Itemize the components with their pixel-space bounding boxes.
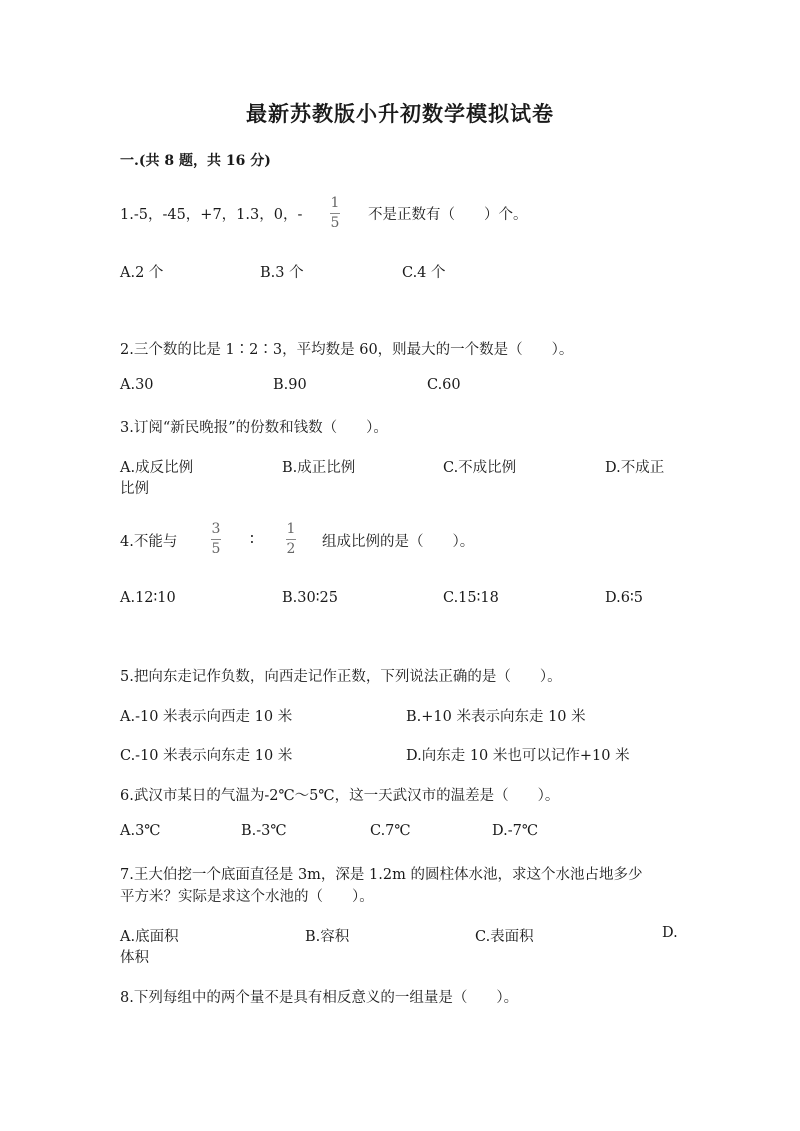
question-4-option-c[interactable]: C.15∶18 — [443, 590, 499, 606]
question-7-stem-line-1: 7.王大伯挖一个底面直径是 3m，深是 1.2m 的圆柱体水池，求这个水池占地多少 — [120, 867, 643, 883]
question-1-option-c[interactable]: C.4 个 — [402, 265, 446, 281]
fraction-denominator: 2 — [286, 541, 296, 557]
question-7-option-b[interactable]: B.容积 — [305, 929, 350, 945]
question-4-fraction-a — [211, 522, 221, 557]
question-4-option-d[interactable]: D.6∶5 — [605, 590, 643, 606]
question-6-option-b[interactable]: B.-3℃ — [241, 823, 287, 839]
page-title: 最新苏教版小升初数学模拟试卷 — [246, 101, 554, 126]
question-4-stem-suffix: 组成比例的是（ ）。 — [322, 534, 475, 550]
question-3-option-a[interactable]: A.成反比例 — [120, 460, 194, 476]
question-5-option-b[interactable]: B.+10 米表示向东走 10 米 — [406, 709, 586, 725]
question-2-option-c[interactable]: C.60 — [427, 377, 461, 393]
question-3-option-c[interactable]: C.不成比例 — [443, 460, 517, 476]
question-6-option-a[interactable]: A.3℃ — [120, 823, 161, 839]
fraction-bar — [211, 539, 221, 540]
fraction-denominator: 5 — [330, 215, 340, 231]
section-heading: 一.(共 8 题，共 16 分) — [120, 153, 271, 169]
fraction-bar — [330, 213, 340, 214]
question-4-option-b[interactable]: B.30∶25 — [282, 590, 338, 606]
question-5-option-d[interactable]: D.向东走 10 米也可以记作+10 米 — [406, 748, 630, 764]
question-2-stem: 2.三个数的比是 1∶2∶3，平均数是 60，则最大的一个数是（ ）。 — [120, 342, 574, 358]
question-3-option-b[interactable]: B.成正比例 — [282, 460, 356, 476]
question-4-fraction-b — [286, 522, 296, 557]
question-1-option-a[interactable]: A.2 个 — [120, 265, 164, 281]
question-1-fraction — [330, 196, 340, 231]
fraction-numerator: 1 — [330, 195, 340, 211]
question-7-option-c[interactable]: C.表面积 — [475, 929, 534, 945]
fraction-bar — [286, 539, 296, 540]
question-5-stem: 5.把向东走记作负数，向西走记作正数，下列说法正确的是（ ）。 — [120, 669, 562, 685]
fraction-numerator: 3 — [211, 521, 221, 537]
question-2-option-b[interactable]: B.90 — [273, 377, 307, 393]
question-7-option-a[interactable]: A.底面积 — [120, 929, 179, 945]
question-5-option-a[interactable]: A.-10 米表示向西走 10 米 — [120, 709, 293, 725]
question-4-option-a[interactable]: A.12∶10 — [120, 590, 176, 606]
question-1-option-b[interactable]: B.3 个 — [260, 265, 304, 281]
question-7-stem-line-2: 平方米？实际是求这个水池的（ ）。 — [120, 889, 374, 905]
question-8-stem: 8.下列每组中的两个量不是具有相反意义的一组量是（ ）。 — [120, 990, 519, 1006]
question-6-option-c[interactable]: C.7℃ — [370, 823, 411, 839]
fraction-numerator: 1 — [286, 521, 296, 537]
question-3-option-d-wrap: 比例 — [120, 481, 149, 497]
question-1-stem-suffix: 不是正数有（ ）个。 — [368, 207, 528, 223]
ratio-colon: ∶ — [250, 530, 254, 548]
question-3-stem: 3.订阅“新民晚报”的份数和钱数（ ）。 — [120, 420, 388, 436]
question-1-stem-prefix: 1.-5，-45，+7，1.3，0，- — [120, 207, 303, 223]
question-3-option-d[interactable]: D.不成正 — [605, 460, 665, 476]
question-7-option-d[interactable]: D. — [662, 925, 678, 941]
question-6-option-d[interactable]: D.-7℃ — [492, 823, 539, 839]
question-6-stem: 6.武汉市某日的气温为-2℃～5℃，这一天武汉市的温差是（ ）。 — [120, 788, 560, 804]
question-5-option-c[interactable]: C.-10 米表示向东走 10 米 — [120, 748, 293, 764]
question-2-option-a[interactable]: A.30 — [120, 377, 154, 393]
fraction-denominator: 5 — [211, 541, 221, 557]
question-4-stem-prefix: 4.不能与 — [120, 534, 178, 550]
question-7-option-d-wrap: 体积 — [120, 950, 149, 966]
